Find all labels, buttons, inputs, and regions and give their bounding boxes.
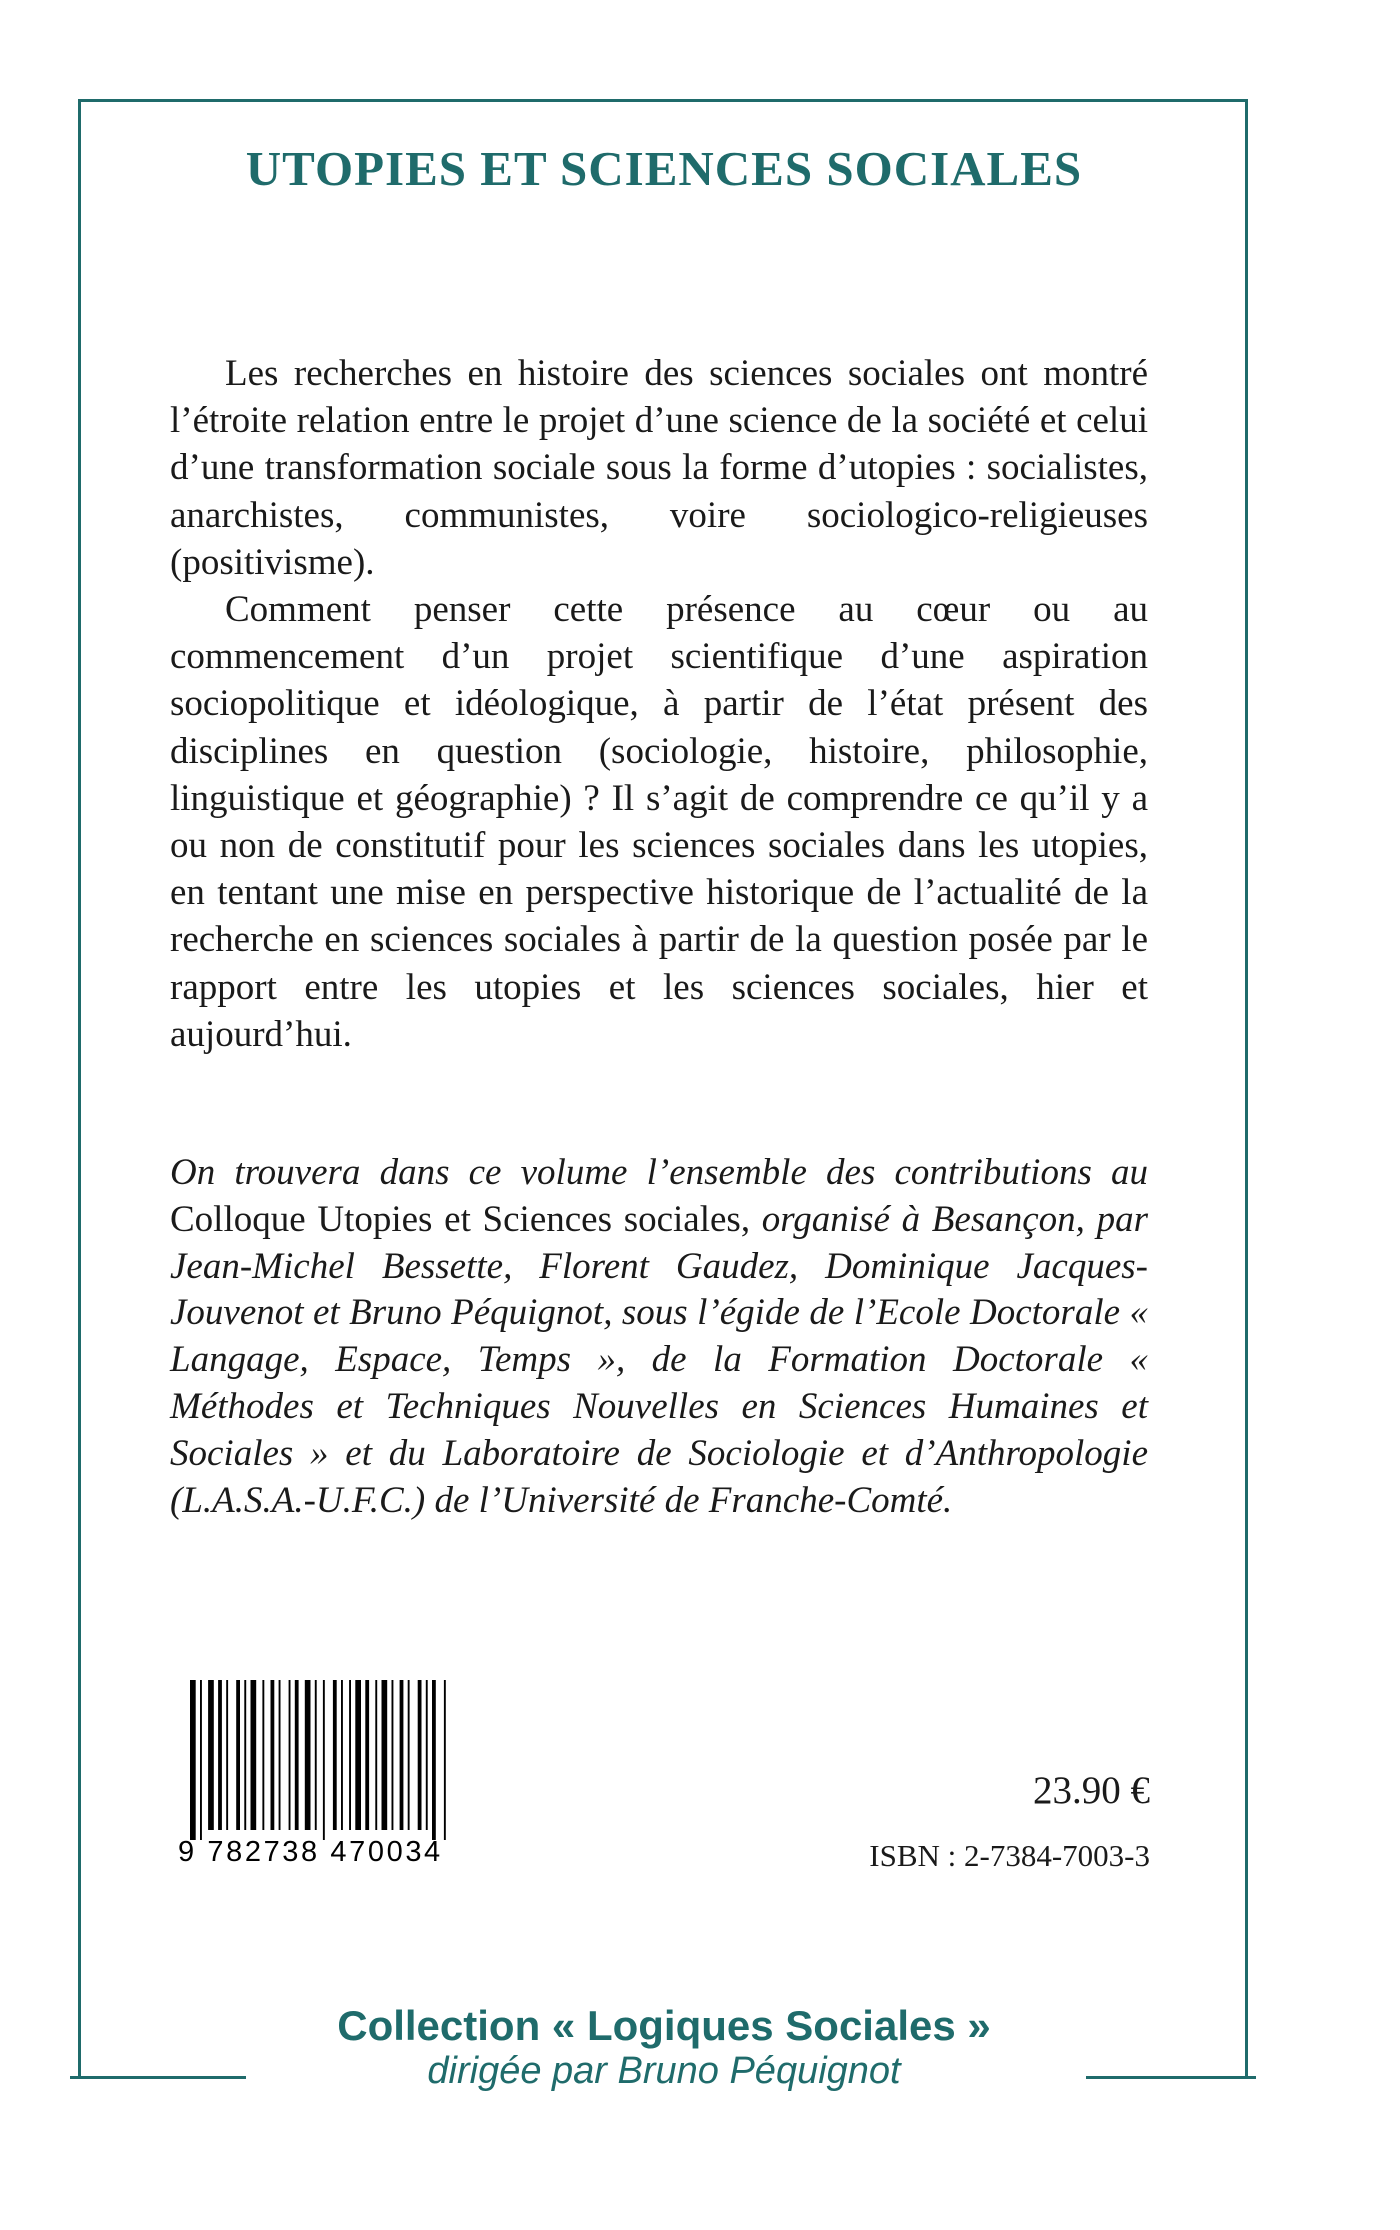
barcode-bar bbox=[341, 1680, 343, 1830]
frame-left-border bbox=[78, 99, 81, 2079]
barcode-bar bbox=[375, 1680, 377, 1830]
barcode-bar bbox=[279, 1680, 281, 1830]
barcode-bar bbox=[271, 1680, 275, 1830]
book-title: UTOPIES ET SCIENCES SOCIALES bbox=[245, 141, 1083, 196]
barcode-digits: 9 782738 470034 bbox=[178, 1836, 443, 1868]
note-text-part-1: On trouvera dans ce volume l’ensemble des contributions au bbox=[170, 1152, 1148, 1193]
barcode-bar bbox=[333, 1680, 337, 1830]
barcode-bar bbox=[349, 1680, 351, 1830]
barcode-bar bbox=[365, 1680, 369, 1830]
barcode-bar bbox=[218, 1680, 222, 1830]
barcode-bar bbox=[400, 1680, 404, 1830]
description-paragraph-2: Comment penser cette présence au cœur ou au commencement d’un projet scientifique d’une aspiration sociopolitique et idéologique, à partir de l’état présent des disciplines en question (sociologie, histoire, philosophie, linguistique et géographie) ? Il s’agit de comprendre ce qu’il y a ou non de constitutif pour les sciences sociales dans les utopies, en tentant une mise en perspective historique de l’actualité de la recherche en sciences sociales à partir de la question posée par le rapport entre les utopies et les sciences sociales, hier et aujourd’hui. bbox=[170, 589, 1148, 1055]
frame-right-border bbox=[1245, 99, 1248, 2079]
description-paragraph-1: Les recherches en histoire des sciences sociales ont montré l’étroite relation entre le projet d’une science de la société et celui d’une transformation sociale sous la forme d’utopies : socialistes, anarchistes, communistes, voire sociologico-religieuses (positivisme). bbox=[170, 353, 1148, 583]
barcode-bar bbox=[305, 1680, 311, 1830]
price: 23.90 € bbox=[1033, 1769, 1150, 1812]
barcode bbox=[180, 1680, 480, 1840]
barcode-bar bbox=[382, 1680, 388, 1830]
barcode-bar bbox=[200, 1680, 202, 1840]
frame-top-border bbox=[78, 99, 1248, 102]
barcode-bar bbox=[289, 1680, 291, 1830]
barcode-bar bbox=[323, 1680, 325, 1840]
collection-name: Collection « Logiques Sociales » bbox=[337, 2002, 991, 2049]
barcode-bar bbox=[418, 1680, 422, 1830]
barcode-bar bbox=[444, 1680, 446, 1840]
barcode-bar bbox=[315, 1680, 317, 1830]
barcode-bar bbox=[262, 1680, 264, 1830]
collection-director: dirigée par Bruno Péquignot bbox=[427, 2050, 901, 2092]
barcode-bar bbox=[295, 1680, 299, 1830]
barcode-bar bbox=[226, 1680, 228, 1830]
contributions-note bbox=[170, 1150, 1148, 1524]
barcode-bar bbox=[426, 1680, 428, 1830]
barcode-bar bbox=[432, 1680, 436, 1840]
barcode-bar bbox=[236, 1680, 240, 1830]
barcode-bar bbox=[244, 1680, 246, 1830]
barcode-bar bbox=[355, 1680, 361, 1830]
isbn: ISBN : 2-7384-7003-3 bbox=[869, 1838, 1150, 1873]
description-text bbox=[170, 350, 1148, 1058]
barcode-bar bbox=[392, 1680, 394, 1830]
note-text-part-2: organisé à Besançon, par Jean-Michel Bessette, Florent Gaudez, Dominique Jacques-Jouvenot et Bruno Péquignot, sous l’égide de l’Ecole Doctorale « Langage, Espace, Temps », de la Formation Doctorale « Méthodes et Techniques Nouvelles en Sciences Humaines et Sociales » et du Laboratoire de Sociologie et d’Anthropologie (L.A.S.A.-U.F.C.) de l’Université de Franche-Comté. bbox=[170, 1198, 1148, 1521]
barcode-bar bbox=[251, 1680, 257, 1830]
barcode-bar bbox=[190, 1680, 196, 1840]
barcode-bar bbox=[408, 1680, 410, 1830]
note-colloque-name: Colloque Utopies et Sciences sociales, bbox=[170, 1198, 751, 1240]
barcode-bar bbox=[208, 1680, 214, 1830]
